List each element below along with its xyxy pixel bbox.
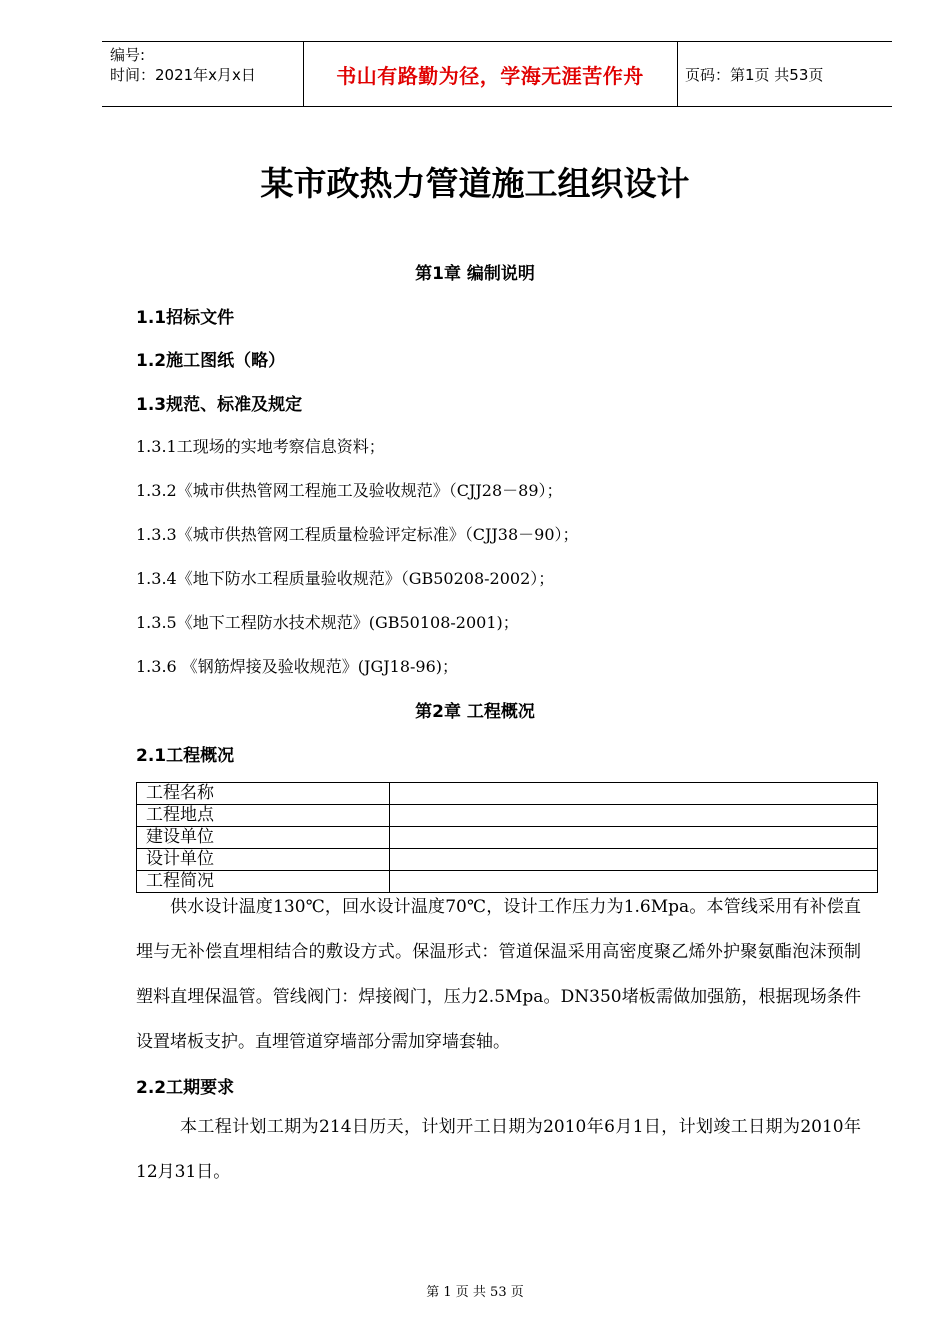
time-label: 时间：2021年x月x日 [110,66,256,84]
table-cell-key: 工程简况 [137,871,390,893]
section-1-1: 1.1招标文件 [136,308,235,328]
page-code: 页码：第1页 共53页 [685,65,824,84]
list-item: 1.3.4《地下防水工程质量验收规范》（GB50208-2002）； [136,569,555,588]
overview-paragraph: 供水设计温度130℃，回水设计温度70℃，设计工作压力为1.6Mpa。本管线采用有补偿直埋与无补偿直埋相结合的敷设方式。保温形式：管道保温采用高密度聚乙烯外护聚氨酯泡沫预制塑料直埋保温管。管线阀门：焊接阀门，压力2.5Mpa。DN350堵板需做加强筋，根据现场条件设置堵板支护。直埋管道穿墙部分需加穿墙套轴。 [136,897,861,1052]
list-item: 1.3.5《地下工程防水技术规范》(GB50108-2001)； [136,613,519,632]
table-cell-key: 设计单位 [137,849,390,871]
header-right-cell [677,42,892,106]
table-cell-key: 建设单位 [137,827,390,849]
number-label: 编号: [110,46,146,64]
section-2-2: 2.2工期要求 [136,1078,235,1098]
chapter-1-title: 第1章 编制说明 [415,264,535,284]
table-cell-key: 工程地点 [137,805,390,827]
section-1-3: 1.3规范、标准及规定 [136,395,303,415]
list-item: 1.3.3《城市供热管网工程质量检验评定标准》（CJJ38－90）； [136,525,579,544]
table-cell-value [390,805,878,827]
table-cell-value [390,849,878,871]
section-2-1: 2.1工程概况 [136,746,235,766]
table-row [137,849,878,871]
table-row [137,805,878,827]
section-1-2: 1.2施工图纸（略） [136,351,286,371]
motto-text: 书山有路勤为径，学海无涯苦作舟 [336,63,644,88]
table-row [137,783,878,805]
page-header [102,41,892,107]
chapter-2-title: 第2章 工程概况 [415,702,535,722]
table-cell-value [390,827,878,849]
schedule-paragraph: 本工程计划工期为214日历天，计划开工日期为2010年6月1日，计划竣工日期为2010年12月31日。 [136,1117,861,1182]
project-info-table [136,782,878,893]
list-item: 1.3.6 《钢筋焊接及验收规范》(JGJ18-96)； [136,657,459,676]
header-motto-cell [303,42,678,106]
table-cell-value [390,783,878,805]
table-cell-key: 工程名称 [137,783,390,805]
list-item: 1.3.2《城市供热管网工程施工及验收规范》（CJJ28－89）； [136,481,563,500]
header-left-cell [102,42,304,106]
page-footer: 第 1 页 共 53 页 [426,1285,524,1300]
list-item: 1.3.1工现场的实地考察信息资料； [136,437,385,456]
document-title: 某市政热力管道施工组织设计 [260,164,690,203]
table-row [137,827,878,849]
